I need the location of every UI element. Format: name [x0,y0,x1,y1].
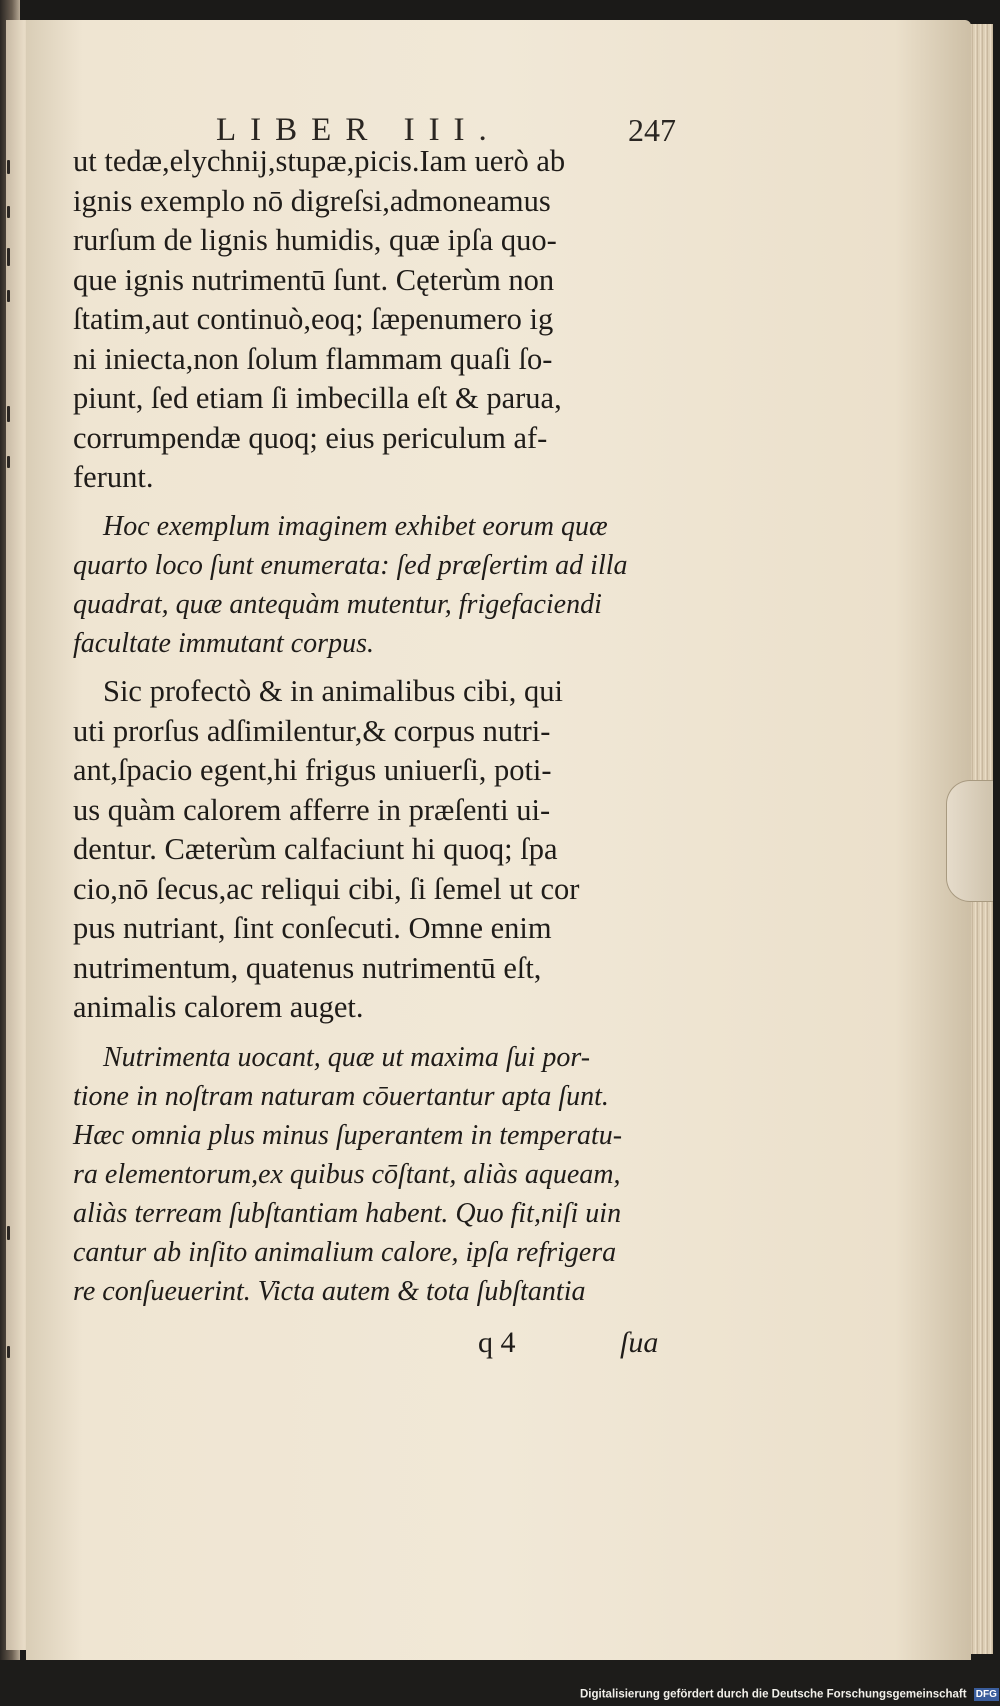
book-clasp [946,780,993,902]
text-line: cio,nō ſecus,ac reliqui cibi, ſi ſemel ut cor [73,871,580,906]
text-line: quarto loco ſunt enumerata: ſed præſertim ad illa [73,550,628,581]
text-line: que ignis nutrimentū ſunt. Cęterùm non [73,262,555,297]
page-number: 247 [628,112,676,148]
text-line: aliàs terream ſubſtantiam habent. Quo fit,niſi uin [73,1198,622,1229]
text-line: piunt, ſed etiam ſi imbecilla eſt & parua, [73,381,562,415]
text-line: ſtatim,aut continuò,eoq; ſæpenumero ig [73,302,554,336]
text-line: rurſum de lignis humidis, quæ ipſa quo- [73,223,557,257]
text-line: Hæc omnia plus minus ſuperantem in temperatu- [73,1120,623,1151]
text-line: ignis exemplo nō digreſsi,admoneamus [73,183,551,218]
text-line: Sic profectò & in animalibus cibi, qui [103,674,563,708]
facing-page-marginalia [4,160,18,1400]
text-line: animalis calorem auget. [73,990,364,1024]
running-header: LIBER III. [216,112,501,148]
funding-credit-text: Digitalisierung gefördert durch die Deutsche Forschungsgemeinschaft [580,1688,967,1701]
text-line: Nutrimenta uocant, quæ ut maxima ſui por- [103,1042,591,1073]
text-line: ni iniecta,non ſolum flammam quaſi ſo- [73,341,553,376]
text-line: Hoc exemplum imaginem exhibet eorum quæ [103,511,608,542]
text-line: uti prorſus adſimilentur,& corpus nutri- [73,713,551,748]
text-line: tione in noſtram naturam cōuertantur apta ſunt. [73,1081,609,1112]
text-line: pus nutriant, ſint conſecuti. Omne enim [73,911,552,945]
dfg-logo: DFG [975,1689,997,1700]
text-line: ra elementorum,ex quibus cōſtant, aliàs aqueam, [73,1159,621,1190]
text-line: nutrimentum, quatenus nutrimentū eſt, [73,950,542,985]
funding-credit [580,1688,997,1704]
paragraph-1 [73,142,683,498]
text-line: dentur. Cæterùm calfaciunt hi quoq; ſpa [73,832,558,866]
text-line: ferunt. [73,460,154,494]
text-line: us quàm calorem afferre in præſenti ui- [73,792,551,827]
text-line: ut tedæ,elychnij,stupæ,picis.Iam uerò ab [73,144,566,178]
text-line: facultate immutant corpus. [73,628,374,659]
text-line: quadrat, quæ antequàm mutentur, frigefaciendi [73,589,602,620]
paragraph-2-commentary [73,507,683,663]
signature-mark: q 4 [478,1326,516,1359]
text-line: corrumpendæ quoq; eius periculum af- [73,420,548,455]
text-line: ant,ſpacio egent,hi frigus uniuerſi, poti- [73,753,552,787]
text-line: re conſueuerint. Victa autem & tota ſubſtantia [73,1276,586,1307]
catchword: ſua [620,1326,659,1359]
paragraph-4-commentary [73,1038,683,1311]
paragraph-3 [73,672,683,1028]
text-line: cantur ab inſito animalium calore, ipſa refrigera [73,1237,617,1268]
